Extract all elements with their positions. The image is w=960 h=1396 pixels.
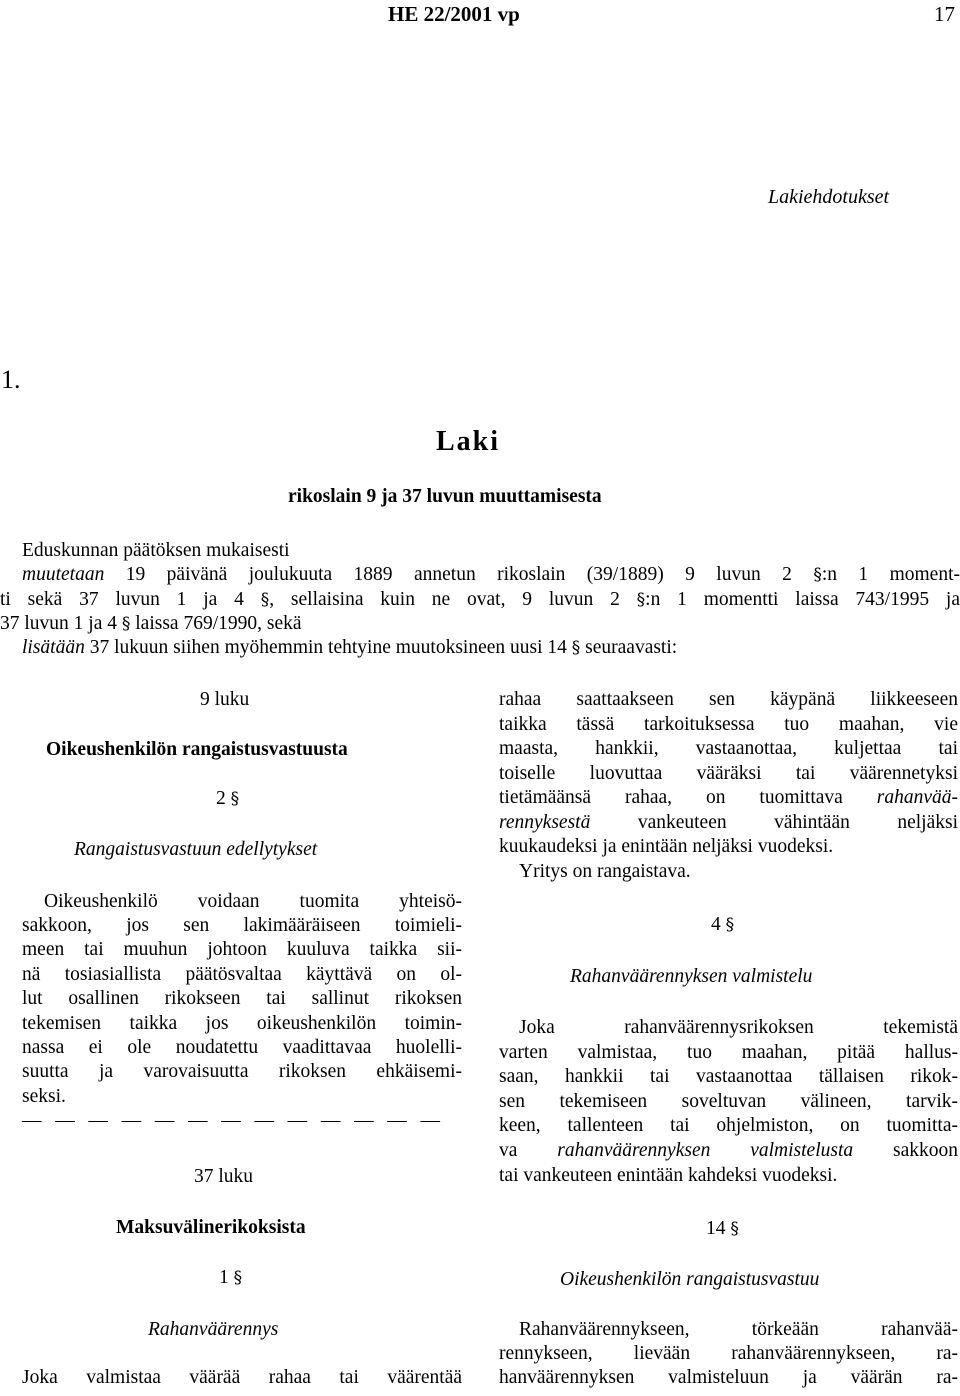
paragraph-line: Oikeushenkilö voidaan tuomita yhteisö- (44, 891, 462, 912)
page-number: 17 (934, 2, 955, 26)
chapter-heading: 9 luku (200, 689, 250, 710)
paragraph-line: Joka valmistaa väärää rahaa tai väärentää (22, 1367, 462, 1388)
law-number: 1. (1, 365, 21, 394)
preamble-line: muutetaan 19 päivänä joulukuuta 1889 annetun rikoslain (39/1889) 9 luvun 2 §:n 1 moment- (22, 564, 960, 585)
paragraph-line: rennykseen, lievään rahanväärennykseen, ra- (499, 1343, 958, 1364)
paragraph-line: meen tai muuhun johtoon kuuluva taikka sii- (22, 939, 462, 960)
section-number: 4 § (711, 914, 735, 935)
section-number: 1 § (219, 1267, 243, 1288)
section-number: 14 § (706, 1218, 739, 1239)
section-sign: § (233, 1268, 243, 1288)
document-id: HE 22/2001 vp (388, 2, 520, 26)
paragraph-line: rahaa saattaakseen sen käypänä liikkeeseen (499, 689, 958, 710)
section-title: Lakiehdotukset (768, 186, 890, 208)
preamble-line: lisätään 37 lukuun siihen myöhemmin tehtyine muutoksineen uusi 14 § seuraavasti: (22, 637, 678, 658)
paragraph-line: saan, hankkii tai vastaanottaa tällaisen rikok- (499, 1066, 958, 1087)
paragraph-line: hanväärennyksen valmisteluun ja väärän ra- (499, 1367, 958, 1388)
law-title: Laki (436, 426, 501, 457)
section-title: Rangaistusvastuun edellytykset (74, 839, 318, 860)
section-sign: § (730, 1219, 739, 1239)
paragraph-line: lut osallinen rikokseen tai sallinut rikoksen (22, 988, 462, 1009)
paragraph-line: tekemisen taikka jos oikeushenkilön toimin- (22, 1013, 462, 1034)
section-sign: § (230, 789, 240, 809)
paragraph-line: toiselle luovuttaa vääräksi tai väärennetyksi (499, 763, 958, 784)
paragraph-line: kuukaudeksi ja enintään neljäksi vuodeksi. (499, 836, 834, 857)
paragraph-line: taikka tässä tarkoituksessa tuo maahan, vie (499, 714, 958, 735)
section-sign: § (725, 915, 735, 935)
paragraph-line: tietämäänsä rahaa, on tuomittava rahanvää- (499, 787, 958, 808)
section-sign: § (260, 590, 270, 610)
section-number: 2 § (216, 788, 240, 809)
paragraph-line: tai vankeuteen enintään kahdeksi vuodeksi. (499, 1165, 838, 1186)
chapter-heading: 37 luku (194, 1166, 254, 1187)
paragraph-line: varten valmistaa, tuo maahan, pitää hallus- (499, 1042, 958, 1063)
preamble-line: Eduskunnan päätöksen mukaisesti (22, 540, 290, 561)
preamble-line: 37 luvun 1 ja 4 § laissa 769/1990, sekä (0, 613, 302, 634)
paragraph-line: rennyksestä vankeuteen vähintään neljäksi (499, 812, 958, 833)
paragraph-line: nä tosiasiallista päätösvaltaa käyttävä on ol- (22, 964, 462, 985)
paragraph-line: nassa ei ole noudatettu vaadittavaa huolelli- (22, 1037, 462, 1058)
preamble-line: ti sekä 37 luvun 1 ja 4 §, sellaisina kuin ne ovat, 9 luvun 2 §:n 1 momentti laissa 743/1995 ja (0, 589, 960, 610)
paragraph-line: Yritys on rangaistava. (519, 861, 691, 882)
section-sign: § (813, 565, 822, 585)
section-title: Rahanväärennyksen valmistelu (570, 966, 813, 987)
paragraph-line: suutta ja varovaisuutta rikoksen ehkäisemi- (22, 1061, 462, 1082)
section-title: Oikeushenkilön rangaistusvastuu (560, 1269, 820, 1290)
paragraph-line: Joka rahanväärennysrikoksen tekemistä (519, 1017, 958, 1038)
paragraph-line: Rahanväärennykseen, törkeään rahanvää- (519, 1319, 958, 1340)
paragraph-line: sakkoon, jos sen lakimääräiseen toimieli- (22, 915, 462, 936)
chapter-title: Oikeushenkilön rangaistusvastuusta (46, 739, 348, 760)
paragraph-line: maasta, hankkii, vastaanottaa, kuljettaa tai (499, 738, 958, 759)
section-sign: § (571, 638, 581, 658)
law-subtitle: rikoslain 9 ja 37 luvun muuttamisesta (288, 486, 602, 507)
omission-dashes: — — — — — — — — — — — — — (22, 1110, 440, 1131)
paragraph-line: keen, tallenteen tai ohjelmiston, on tuomitta- (499, 1115, 958, 1136)
paragraph-line: va rahanväärennyksen valmistelusta sakkoon (499, 1140, 959, 1161)
paragraph-line: seksi. (22, 1086, 66, 1107)
section-title: Rahanväärennys (148, 1319, 279, 1340)
paragraph-line: sen tekemiseen soveltuvan välineen, tarvik- (499, 1091, 958, 1112)
section-sign: § (636, 590, 646, 610)
section-sign: § (121, 614, 131, 634)
chapter-title: Maksuvälinerikoksista (116, 1217, 306, 1238)
